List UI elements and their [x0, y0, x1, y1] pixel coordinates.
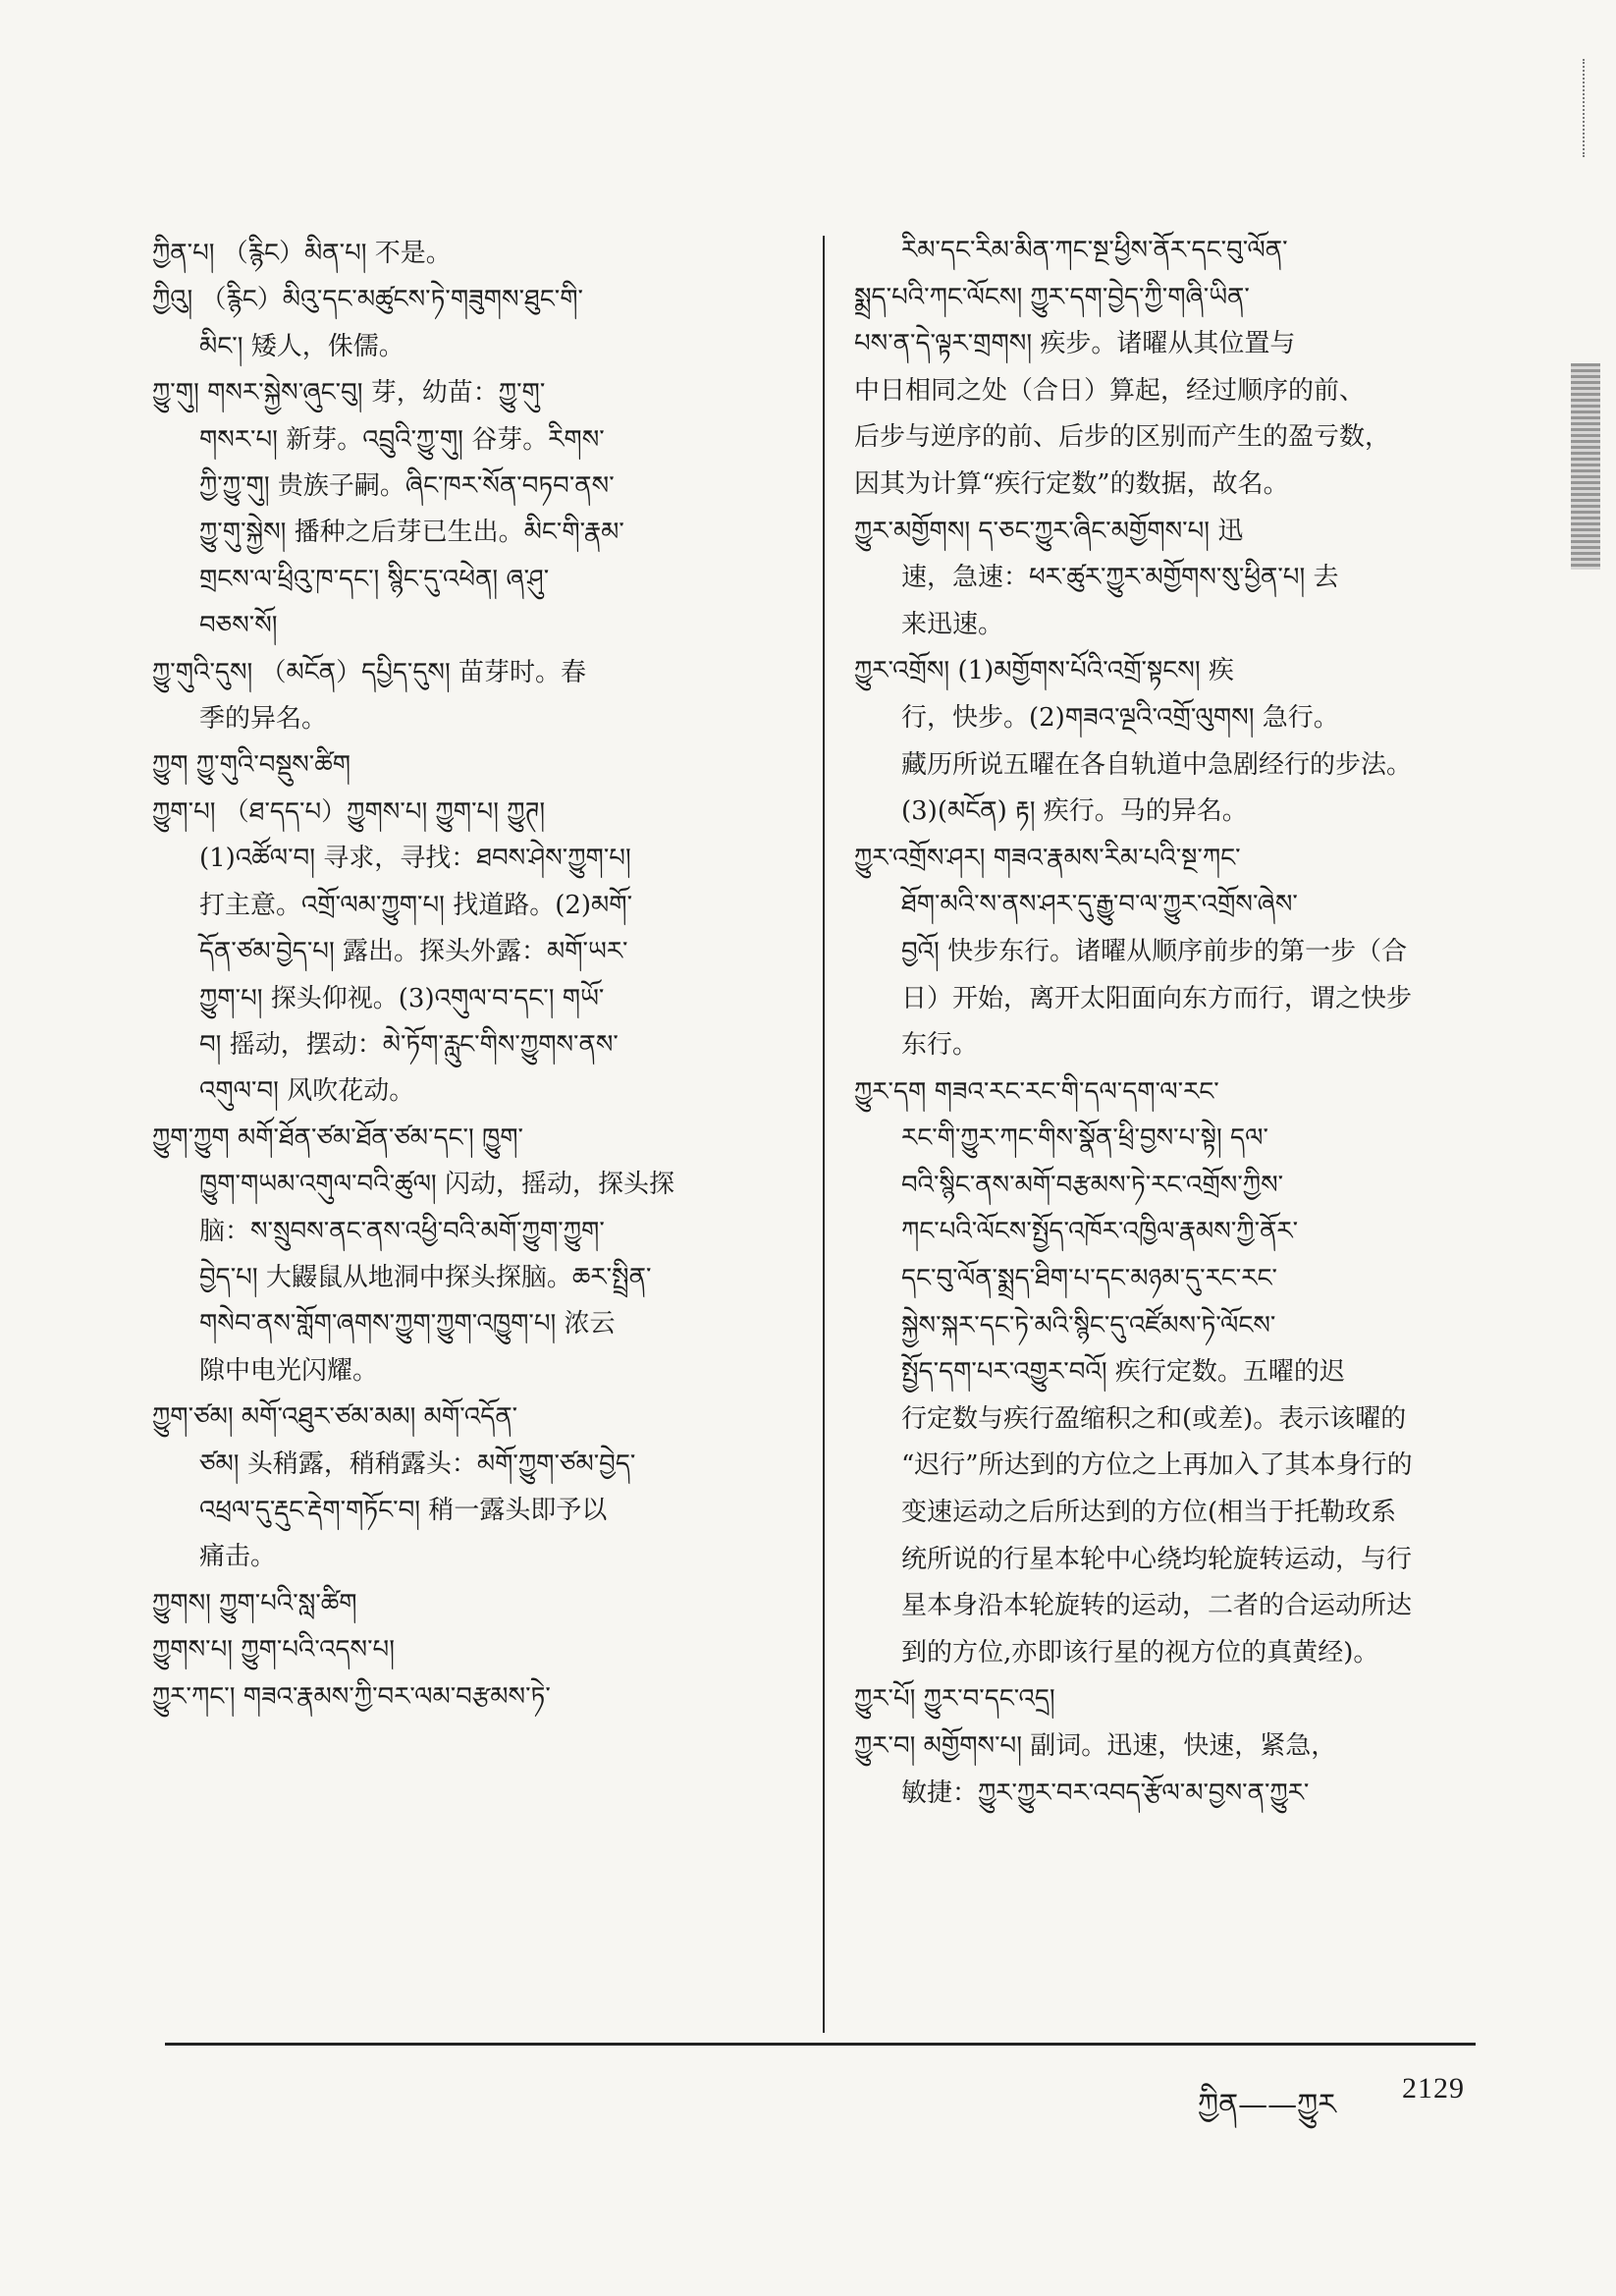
- entry-line: ཀྱུར་ཀང་། གཟའ་རྣམས་ཀྱི་བར་ལམ་བརྩམས་ཏེ་: [152, 1681, 551, 1712]
- entry: [152, 370, 781, 649]
- entry-line: ཀྱི་ཀྱུ་གུ། 贵族子嗣。ཞིང་ཁར་སོན་བཏབ་ནས་: [199, 471, 615, 502]
- entry-line: གསར་པ། 新芽。འབྲུའི་ཀྱུ་གུ། 谷芽。རིགས་: [199, 424, 605, 455]
- entry-line: ཀྱུག ཀྱུ་གུའི་བསྡུས་ཚིག: [152, 750, 351, 781]
- entry-line: ཀྱུར་འགྲོས། (1)མགྱོགས་པོའི་འགྲོ་སྟངས། 疾: [854, 656, 1234, 686]
- entry-line: 到的方位,亦即该行星的视方位的真黄经)。: [901, 1637, 1379, 1667]
- entry: [854, 509, 1482, 649]
- entry: [152, 1116, 781, 1394]
- scan-edge-dots: [1583, 59, 1590, 157]
- entry-line: ཀྱུག་པ། （ཐ་དད་པ）ཀྱུགས་པ། ཀྱུག་པ། ཀྱུཊ།: [152, 796, 546, 827]
- guide-words: ཀྱིན——ཀྱུར: [1198, 2088, 1336, 2122]
- entry-line: 星本身沿本轮旋转的运动，二者的合运动所达: [901, 1591, 1413, 1621]
- entry-line: 因其为计算“疾行定数”的数据，故名。: [854, 468, 1289, 499]
- entry-line: ཀྱུག་ཙམ། མགོ་འཐུར་ཙམ་མམ། མགོ་འདོན་: [152, 1402, 518, 1433]
- entry-line: 东行。: [901, 1030, 979, 1061]
- entry-line: 痛击。: [199, 1542, 277, 1572]
- entry: [152, 1581, 781, 1627]
- entry-line: བ། 摇动，摆动：མེ་ཏོག་རླུང་གིས་ཀྱུགས་ནས་: [199, 1029, 619, 1060]
- entry-line: ཙམ། 头稍露，稍稍露头：མགོ་ཀྱུག་ཙམ་བྱེད་: [199, 1449, 636, 1479]
- entry-line: 隙中电光闪耀。: [199, 1355, 379, 1386]
- entry-line: སྤྱོད་དག་པར་འགྱུར་བའོ། 疾行定数。五曜的迟: [901, 1357, 1345, 1388]
- entry-line: 速，急速：ཕར་ཚུར་ཀྱུར་མགྱོགས་སུ་ཕྱིན་པ། 去: [901, 563, 1339, 593]
- entry-line: “迟行”所达到的方位之上再加入了其本身行的: [901, 1450, 1413, 1481]
- entry-line: ཀྱིན་པ། （རྙིང）མིན་པ། 不是。: [152, 239, 452, 268]
- entry-line: (1)འཚོལ་བ། 寻求，寻找：ཐབས་ཤེས་ཀྱུག་པ།: [199, 844, 631, 874]
- entry-line: སྨྲད་པའི་ཀང་ལོངས། ཀྱུར་དག་བྱེད་ཀྱི་གཞི་ཡིན་: [854, 282, 1250, 312]
- entry: [854, 1676, 1482, 1723]
- entry-line: རིམ་དང་རིམ་མིན་ཀང་སྔ་ཕྱིས་ནོར་དང་བུ་ལོན་: [901, 236, 1288, 265]
- left-column: [152, 231, 781, 1721]
- entry-line: ཀྱུར་དག གཟའ་རང་རང་གི་དལ་དག་ལ་རང་: [854, 1076, 1219, 1107]
- entry: [854, 228, 1482, 509]
- entry-line: སྐྱེས་སྐར་དང་ཏེ་མའི་སྙིང་དུ་འཛོམས་ཏེ་ལོངས་: [901, 1310, 1276, 1340]
- entry-line: 日）开始，离开太阳面向东方而行，谓之快步: [901, 983, 1413, 1013]
- entry-line: ཀྱུར་པོ། ཀྱུར་བ་དང་འདྲ།: [854, 1684, 1055, 1715]
- entry-line: བྱའོ། 快步东行。诸曜从顺序前步的第一步（合: [901, 936, 1408, 966]
- entry-line: 后步与逆序的前、后步的区别而产生的盈亏数，: [854, 422, 1391, 453]
- entry: [854, 648, 1482, 835]
- entry: [854, 1069, 1482, 1677]
- entry-line: ཐོག་མའི་ས་ནས་ཤར་དུ་རྒྱུ་བ་ལ་ཀྱུར་འགྲོས་ཞེས་: [901, 890, 1298, 920]
- entry-line: གྲངས་ལ་ཕྲིའུ་ཁ་དང་། སྙིང་དུ་འཕེན། ཞ་ཤུ་: [199, 564, 550, 594]
- entry: [152, 231, 781, 277]
- entry-line: ཀྱིའུ། （རྙིང）མིའུ་དང་མཚུངས་ཏེ་གཟུགས་ཐུང་གི་: [152, 285, 583, 315]
- page-number: 2129: [1402, 2072, 1465, 2105]
- entry-line: ཀྱུག་པ། 探头仰视。(3)འགུལ་བ་དང་། གཡོ་: [199, 983, 605, 1013]
- entry-line: ཀྱུ་གུའི་དུས། （མངོན）དཔྱིད་དུས། 苗芽时。春: [152, 657, 587, 687]
- entry-line: 藏历所说五曜在各自轨道中急剧经行的步法。: [901, 749, 1413, 780]
- entry-line: ཀྱུར་མགྱོགས། ད་ཅང་ཀྱུར་ཞིང་མགྱོགས་པ། 迅: [854, 516, 1244, 546]
- entry: [152, 650, 781, 743]
- entry-line: བྱེད་པ། 大鼹鼠从地洞中探头探脑。ཆར་སྤྲིན་: [199, 1262, 652, 1292]
- entry-line: བཅས་སོ།: [199, 611, 278, 641]
- entry-line: འཕྲལ་དུ་རྡུང་རྡེག་གཏོང་བ། 稍一露头即予以: [199, 1495, 608, 1525]
- entry: [152, 1627, 781, 1673]
- column-divider: [823, 236, 825, 2033]
- entry-line: པས་ན་དེ་ལྟར་གྲགས། 疾步。诸曜从其位置与: [854, 329, 1296, 359]
- entry: [152, 742, 781, 789]
- entry-line: ཀྱུ་གུ་སྐྱེས། 播种之后芽已生出。མིང་གི་རྣམ་: [199, 518, 624, 548]
- entry-line: (3)(མངོན) རྟ། 疾行。马的异名。: [901, 796, 1248, 827]
- entry: [854, 836, 1482, 1069]
- entry-line: 中日相同之处（合日）算起，经过顺序的前、: [854, 375, 1366, 406]
- entry-line: 行定数与疾行盈缩积之和(或差)。表示该曜的: [901, 1403, 1407, 1434]
- entry-line: ཀྱུག་ཀྱུག མགོ་ཐོན་ཙམ་ཐོན་ཙམ་དང་། ཁྱུག་: [152, 1122, 523, 1153]
- entry-line: 脑：ས་སྲུབས་ནང་ནས་འཕྱི་བའི་མགོ་ཀྱུག་ཀྱུག་: [199, 1216, 605, 1246]
- right-column: [854, 228, 1482, 1817]
- entry-line: 打主意。འགྲོ་ལམ་ཀྱུག་པ། 找道路。(2)མགོ་: [199, 890, 633, 920]
- entry-line: རང་གི་ཀྱུར་ཀང་གིས་སྣོན་ཕྲི་བྱས་པ་སྟེ། དལ་: [901, 1123, 1268, 1154]
- entry-line: ཀྱུགས། ཀྱུག་པའི་སླ་ཚིག: [152, 1588, 357, 1618]
- entry: [854, 1723, 1482, 1817]
- entry: [152, 277, 781, 370]
- entry-line: དོན་ཙམ་བྱེད་པ། 露出。探头外露：མགོ་ཡར་: [199, 937, 628, 967]
- entry-line: ཁྱུག་གཡམ་འགུལ་བའི་ཚུལ། 闪动，摇动，探头探: [199, 1170, 674, 1200]
- entry-line: ཀང་པའི་ལོངས་སྤྱོད་འཁོར་འཁྱིལ་རྣམས་ཀྱི་ནོར་: [901, 1217, 1299, 1247]
- entry-line: 变速运动之后所达到的方位(相当于托勒玫系: [901, 1498, 1397, 1528]
- entry-line: 统所说的行星本轮中心绕均轮旋转运动，与行: [901, 1544, 1413, 1574]
- entry-line: ཀྱུ་གུ། གསར་སྐྱེས་ཞུང་བུ། 芽，幼苗：ཀྱུ་གུ་: [152, 378, 546, 409]
- entry-line: 行，快步。(2)གཟའ་ལྔའི་འགྲོ་ལུགས། 急行。: [901, 702, 1339, 733]
- scan-edge-mark: [1571, 363, 1600, 570]
- entry-line: ཀྱུར་བ། མགྱོགས་པ། 副词。迅速，快速，紧急，: [854, 1731, 1337, 1761]
- entry-line: འགུལ་བ། 风吹花动。: [199, 1076, 415, 1107]
- entry-line: དང་བུ་ལོན་སྨྲད་ཐིག་པ་དང་མཉམ་དུ་རང་རང་: [901, 1264, 1277, 1294]
- entry-line: མིང་། 矮人，侏儒。: [199, 331, 404, 361]
- entry-line: 敏捷：ཀྱུར་ཀྱུར་བར་འབད་རྩོལ་མ་བྱས་ན་ཀྱུར་: [901, 1777, 1310, 1808]
- entry: [152, 790, 781, 1116]
- footer-rule: [165, 2043, 1476, 2046]
- entry-line: ཀྱུགས་པ། ཀྱུག་པའི་འདས་པ།: [152, 1635, 395, 1666]
- entry-line: 季的异名。: [199, 704, 328, 735]
- entry-line: 来迅速。: [901, 609, 1004, 639]
- entry-line: བའི་སྙིང་ནས་མགོ་བརྩམས་ཏེ་རང་འགྲོས་ཀྱིས་: [901, 1170, 1284, 1200]
- entry: [152, 1394, 781, 1581]
- entry-line: ཀྱུར་འགྲོས་ཤར། གཟའ་རྣམས་རིམ་པའི་སྔ་ཀང་: [854, 843, 1241, 873]
- entry: [152, 1674, 781, 1721]
- entry-line: གསེབ་ནས་གློག་ཞགས་ཀྱུག་ཀྱུག་འཁྱུག་པ། 浓云: [199, 1309, 616, 1339]
